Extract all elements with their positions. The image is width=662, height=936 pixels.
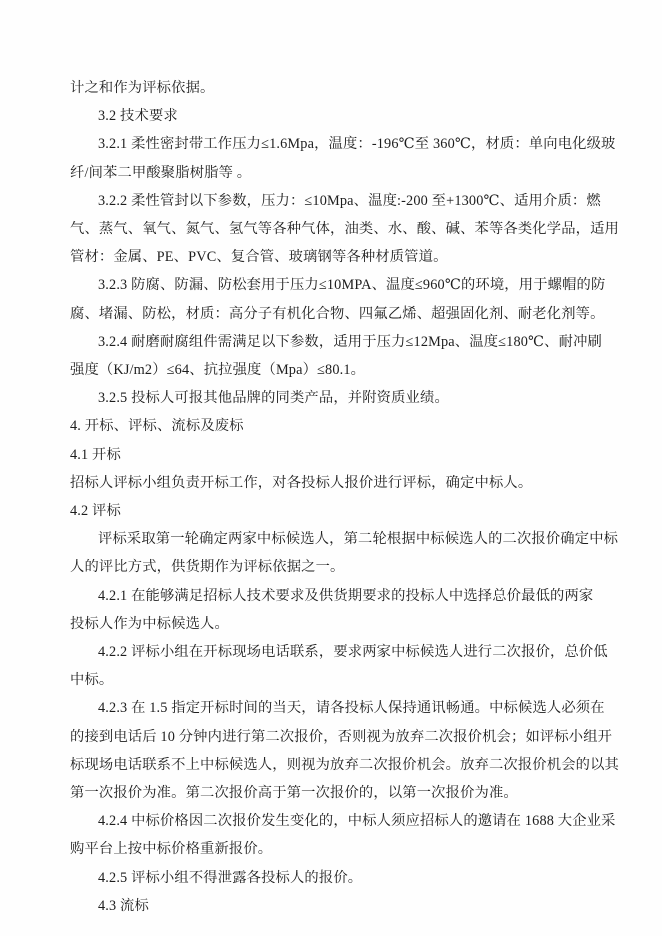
document-line: 人的评比方式，供货期作为评标依据之一。 <box>70 559 345 576</box>
document-line: 中标。 <box>70 672 114 689</box>
document-line: 3.2.1 柔性密封带工作压力≤1.6Mpa，温度：-196℃至 360℃，材质：单向电化级玻 <box>98 136 616 153</box>
document-line: 4. 开标、评标、流标及废标 <box>70 418 244 435</box>
document-line: 4.2.3 在 1.5 指定开标时间的当天，请各投标人保持通讯畅通。中标候选人必须在 <box>98 700 605 717</box>
document-line: 评标采取第一轮确定两家中标候选人，第二轮根据中标候选人的二次报价确定中标 <box>98 531 619 548</box>
document-text-body <box>70 74 619 920</box>
document-line: 4.2.5 评标小组不得泄露各投标人的报价。 <box>98 869 363 886</box>
document-line: 4.3 流标 <box>98 897 149 914</box>
document-line: 3.2.3 防腐、防漏、防松套用于压力≤10MPA、温度≤960℃的环境，用于螺帽的防 <box>98 277 606 294</box>
document-line: 腐、堵漏、防松，材质：高分子有机化合物、四氟乙烯、超强固化剂、耐老化剂等。 <box>70 305 605 322</box>
document-line: 3.2.5 投标人可报其他品牌的同类产品，并附资质业绩。 <box>98 390 449 407</box>
document-line: 购平台上按中标价格重新报价。 <box>70 841 273 858</box>
document-line: 4.2.1 在能够满足招标人技术要求及供货期要求的投标人中选择总价最低的两家 <box>98 587 594 604</box>
document-line: 标现场电话联系不上中标候选人，则视为放弃二次报价机会。放弃二次报价机会的以其 <box>70 756 619 773</box>
document-line: 纤/间苯二甲酸聚脂树脂等 。 <box>70 164 252 181</box>
document-line: 4.2.2 评标小组在开标现场电话联系，要求两家中标候选人进行二次报价，总价低 <box>98 644 608 661</box>
document-line: 招标人评标小组负责开标工作，对各投标人报价进行评标，确定中标人。 <box>70 474 533 491</box>
document-line: 3.2.4 耐磨耐腐组件需满足以下参数，适用于压力≤12Mpa、温度≤180℃、耐冲刷 <box>98 333 602 350</box>
document-line: 强度（KJ/m2）≤64、抗拉强度（Mpa）≤80.1。 <box>70 362 366 379</box>
document-line: 3.2 技术要求 <box>98 108 178 125</box>
document-line: 气、蒸气、氧气、氮气、氢气等各种气体，油类、水、酸、碱、苯等各类化学品，适用 <box>70 221 619 238</box>
document-line: 第一次报价为准。第二次报价高于第一次报价的，以第一次报价为准。 <box>70 785 518 802</box>
document-line: 管材：金属、PE、PVC、复合管、玻璃钢等各种材质管道。 <box>70 249 448 266</box>
document-line: 计之和作为评标依据。 <box>70 80 215 96</box>
document-line: 4.2.4 中标价格因二次报价发生变化的，中标人须应招标人的邀请在 1688 大企业采 <box>98 813 616 830</box>
document-line: 的接到电话后 10 分钟内进行第二次报价，否则视为放弃二次报价机会；如评标小组开 <box>70 728 613 745</box>
document-line: 4.2 评标 <box>70 503 121 520</box>
document-line: 投标人作为中标候选人。 <box>70 615 229 632</box>
document-line: 3.2.2 柔性管封以下参数，压力：≤10Mpa、温度:-200 至+1300℃、适用介质：燃 <box>98 192 601 209</box>
document-line: 4.1 开标 <box>70 446 121 463</box>
